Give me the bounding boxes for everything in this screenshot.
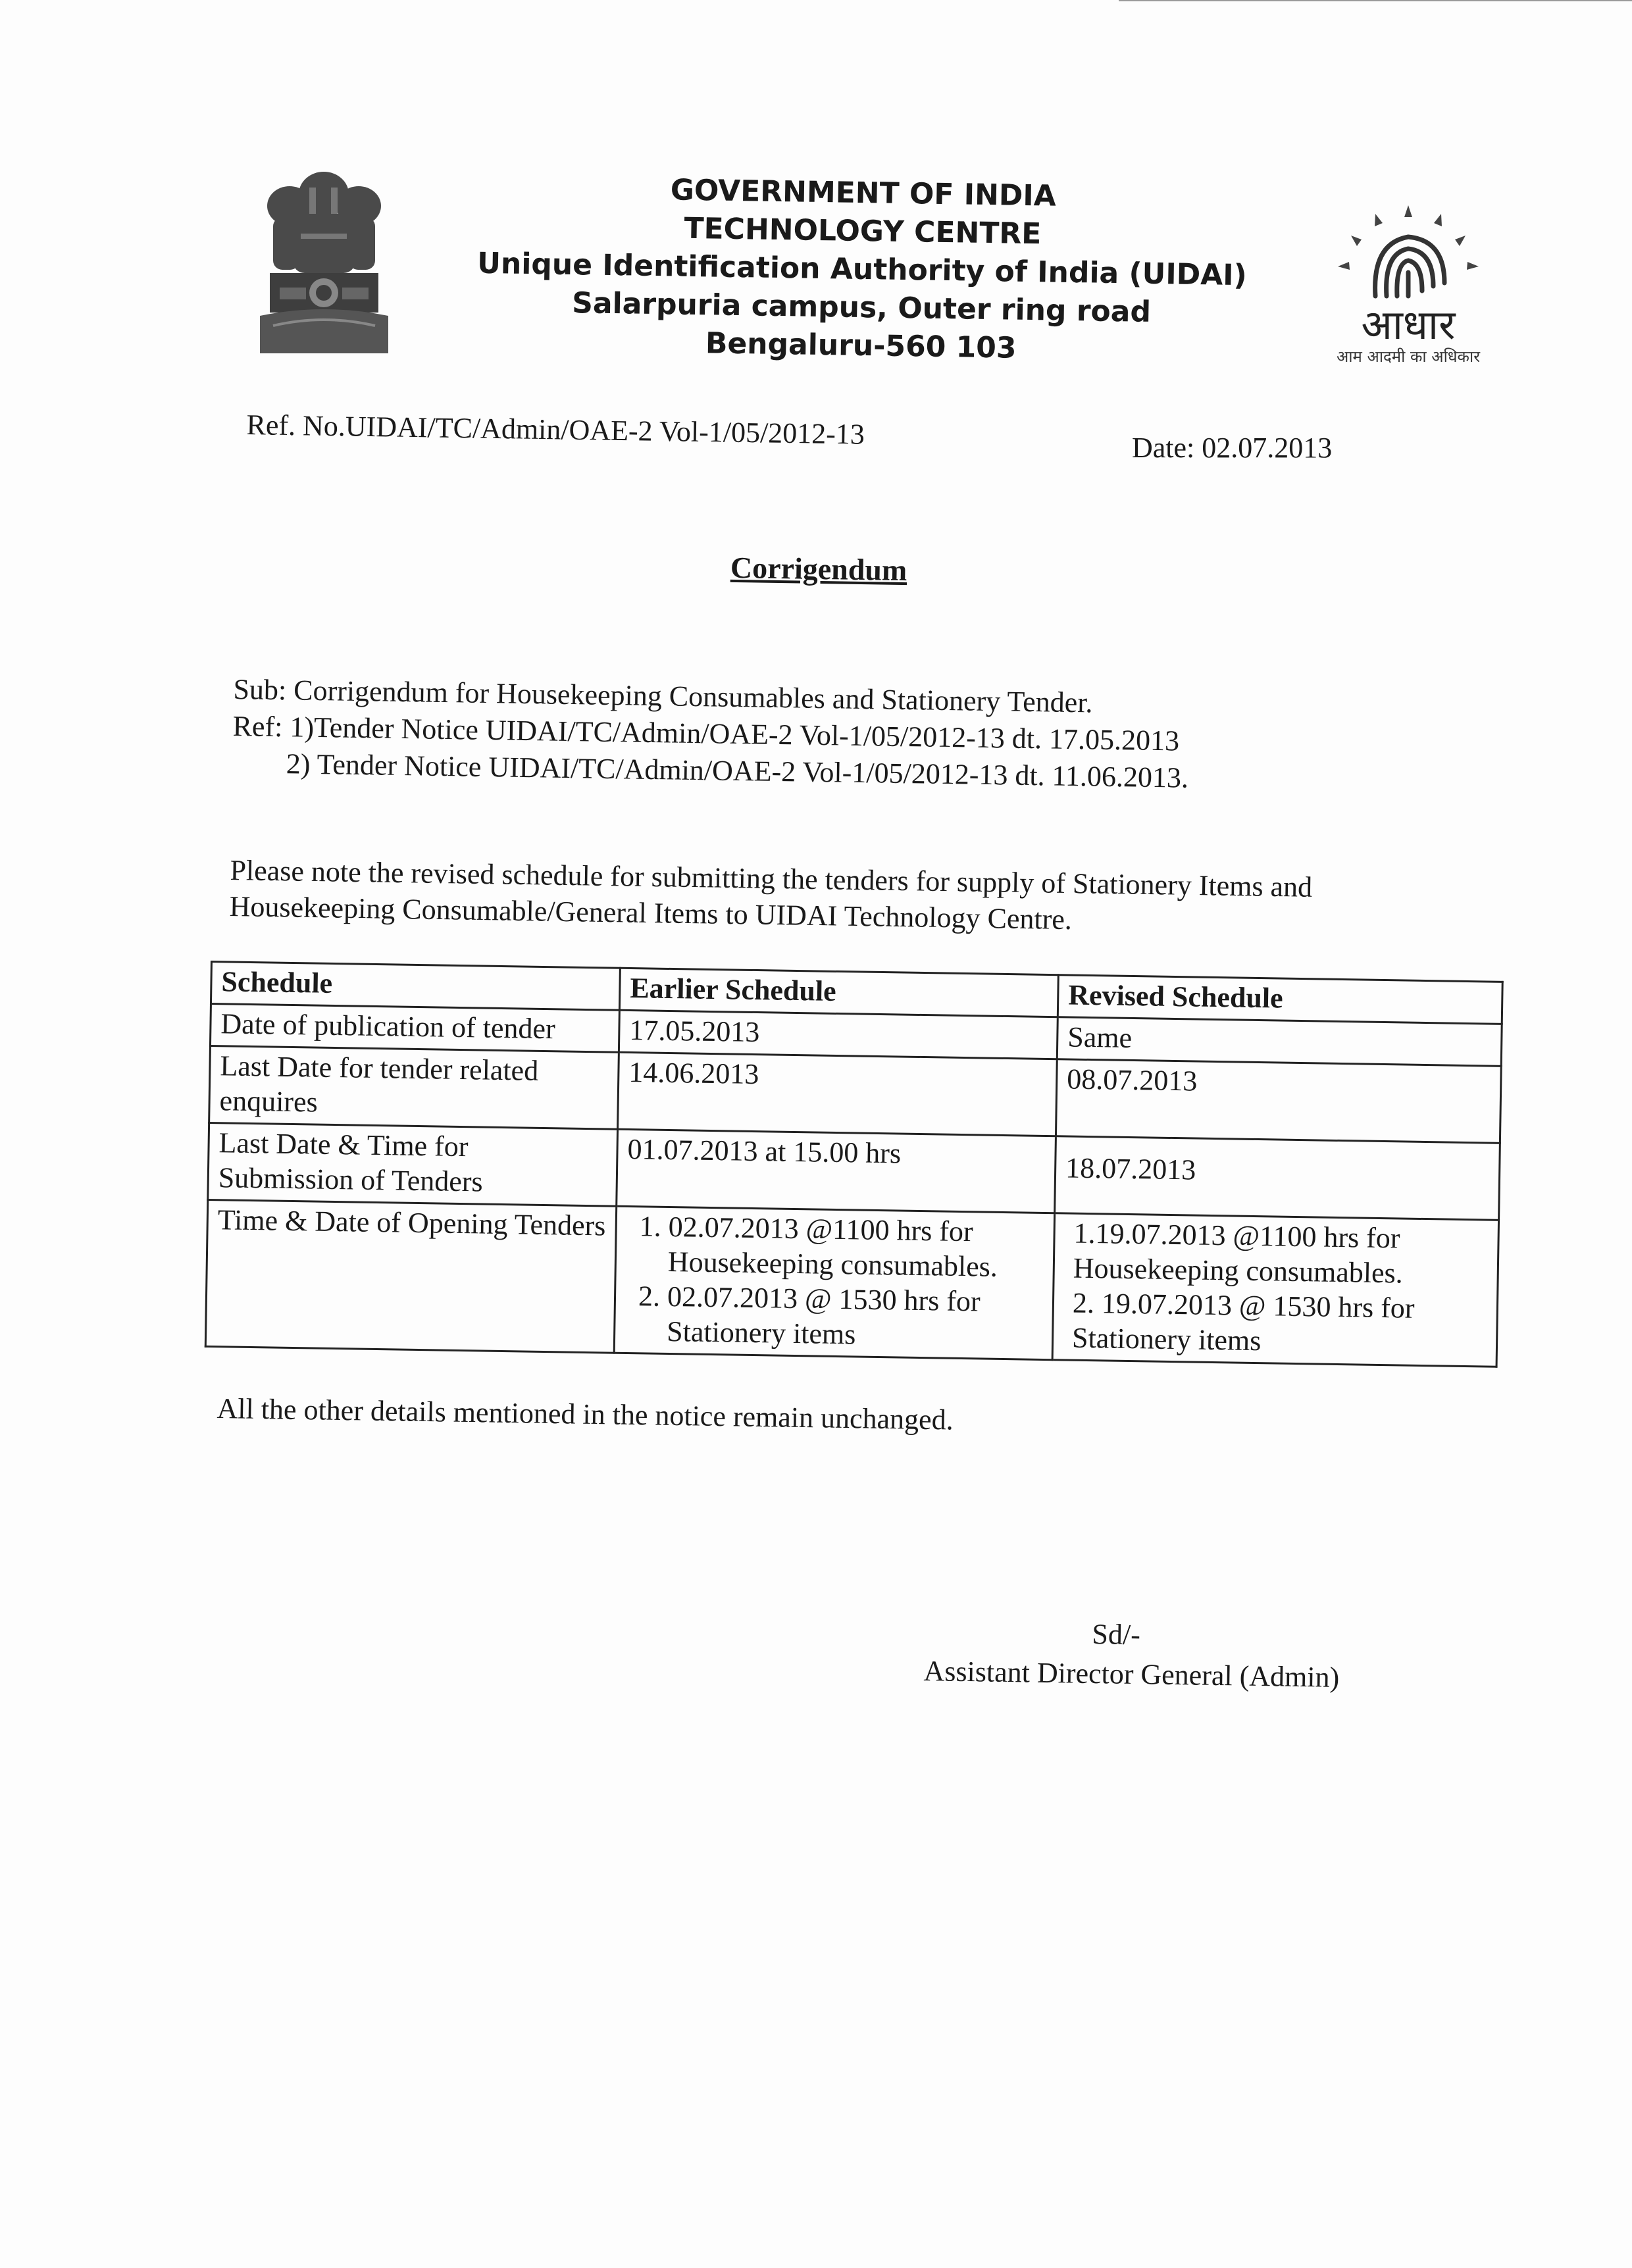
- aadhaar-sun-fingerprint-icon: [1326, 204, 1491, 303]
- earlier-cell: 14.06.2013: [618, 1052, 1058, 1136]
- schedule-table: [205, 961, 1504, 1368]
- letterhead-authority: Unique Identification Authority of India (UIDAI): [476, 246, 1248, 293]
- schedule-cell: Last Date & Time for Submission of Tenders: [208, 1122, 618, 1206]
- intro-line-1: Please note the revised schedule for submitting the tenders for supply of Stationery Items and: [230, 853, 1313, 903]
- aadhaar-brand-text: आधार: [1361, 301, 1456, 349]
- revised-cell: 08.07.2013: [1056, 1059, 1501, 1144]
- subject-line: Sub: Corrigendum for Housekeeping Consumables and Stationery Tender.: [233, 672, 1093, 719]
- letterhead-campus: Salarpuria campus, Outer ring road: [571, 286, 1152, 329]
- aadhaar-tagline: आम आदमी का अधिकार: [1336, 347, 1481, 366]
- letterhead-city: Bengaluru-560 103: [705, 326, 1017, 365]
- reference-line-1: Ref: 1)Tender Notice UIDAI/TC/Admin/OAE-2 Vol-1/05/2012-13 dt. 17.05.2013: [232, 709, 1180, 757]
- top-edge-rule: [1119, 0, 1632, 1]
- earlier-cell: 01.07.2013 at 15.00 hrs: [617, 1129, 1056, 1213]
- closing-note: All the other details mentioned in the notice remain unchanged.: [217, 1392, 954, 1436]
- schedule-cell: Time & Date of Opening Tenders: [205, 1199, 616, 1353]
- signatory-designation: Assistant Director General (Admin): [923, 1654, 1340, 1694]
- revised-cell: Same: [1057, 1017, 1502, 1067]
- list-item: 2. 19.07.2013 @ 1530 hrs for Stationery items: [1071, 1286, 1415, 1357]
- letterhead-government: GOVERNMENT OF INDIA: [670, 173, 1057, 213]
- list-item: 2. 02.07.2013 @ 1530 hrs for Stationery items: [667, 1279, 1044, 1355]
- signature-block: [923, 1612, 1385, 1698]
- revised-cell: 18.07.2013: [1055, 1136, 1500, 1221]
- list-item: 1.19.07.2013 @1100 hrs for Housekeeping consumables.: [1073, 1217, 1404, 1290]
- letterhead: [407, 167, 1317, 372]
- signed-mark: Sd/-: [1092, 1618, 1141, 1651]
- earlier-cell: 17.05.2013: [619, 1010, 1058, 1059]
- document-date: Date: 02.07.2013: [1132, 432, 1333, 464]
- revised-cell: [1052, 1213, 1498, 1367]
- earlier-cell: [614, 1206, 1054, 1359]
- earlier-opening-list: [625, 1209, 1044, 1355]
- reference-number: Ref. No.UIDAI/TC/Admin/OAE-2 Vol-1/05/2012-13: [246, 408, 865, 451]
- column-header-revised: Revised Schedule: [1058, 975, 1502, 1024]
- document-title: Corrigendum: [730, 550, 907, 588]
- intro-line-2: Housekeeping Consumable/General Items to UIDAI Technology Centre.: [229, 890, 1073, 936]
- aadhaar-logo: [1326, 204, 1491, 368]
- letterhead-technology-centre: TECHNOLOGY CENTRE: [684, 211, 1042, 251]
- national-emblem-icon: [253, 168, 395, 355]
- subject-block: [232, 671, 1190, 797]
- schedule-cell: Last Date for tender related enquires: [209, 1046, 619, 1130]
- column-header-schedule: Schedule: [211, 962, 620, 1011]
- column-header-earlier: Earlier Schedule: [619, 968, 1058, 1017]
- table-row: [205, 1199, 1498, 1367]
- reference-line-2: 2) Tender Notice UIDAI/TC/Admin/OAE-2 Vol-1/05/2012-13 dt. 11.06.2013.: [286, 747, 1189, 794]
- intro-paragraph: [229, 852, 1312, 942]
- list-item: 1. 02.07.2013 @1100 hrs for Housekeeping consumables.: [667, 1209, 1044, 1285]
- schedule-cell: Date of publication of tender: [210, 1004, 619, 1053]
